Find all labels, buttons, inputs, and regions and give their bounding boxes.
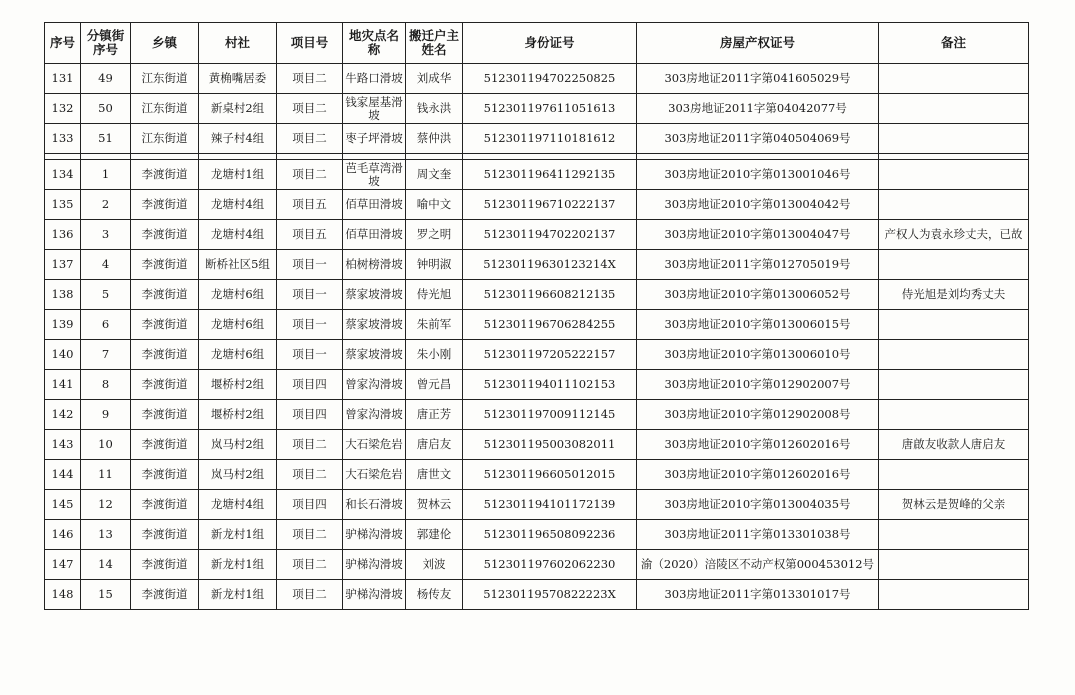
table-row: [45, 400, 1029, 430]
cell-householder: 唐启友: [406, 430, 463, 460]
cell-village: 新龙村1组: [199, 520, 277, 550]
cell-site: 蔡家坡滑坡: [343, 340, 406, 370]
cell-householder: 刘波: [406, 550, 463, 580]
table-row: [45, 520, 1029, 550]
cell-id-number: 512301194702202137: [463, 220, 637, 250]
cell-householder: 侍光旭: [406, 280, 463, 310]
cell-site: 大石梁危岩: [343, 460, 406, 490]
cell-project: 项目四: [277, 490, 343, 520]
cell-householder: 罗之明: [406, 220, 463, 250]
cell-village: 龙塘村6组: [199, 340, 277, 370]
cell-town: 李渡街道: [131, 160, 199, 190]
cell-property-cert: 303房地证2010字第013004047号: [637, 220, 879, 250]
table-row: [45, 460, 1029, 490]
cell-note: [879, 190, 1029, 220]
cell-project: 项目五: [277, 220, 343, 250]
cell-householder: 喻中文: [406, 190, 463, 220]
cell-project: 项目四: [277, 370, 343, 400]
cell-village: 辣子村4组: [199, 124, 277, 154]
cell-sub-no: 14: [81, 550, 131, 580]
cell-note: 产权人为袁永珍丈夫，已故: [879, 220, 1029, 250]
cell-site: 佰草田滑坡: [343, 220, 406, 250]
cell-id-number: 512301196710222137: [463, 190, 637, 220]
cell-sub-no: 8: [81, 370, 131, 400]
cell-id-number: 512301195003082011: [463, 430, 637, 460]
header-note: 备注: [879, 23, 1029, 64]
cell-site: 柏树榜滑坡: [343, 250, 406, 280]
cell-project: 项目二: [277, 460, 343, 490]
cell-project: 项目一: [277, 280, 343, 310]
table-row: [45, 190, 1029, 220]
cell-town: 李渡街道: [131, 460, 199, 490]
cell-project: 项目二: [277, 520, 343, 550]
table-row: [45, 310, 1029, 340]
cell-sub-no: 10: [81, 430, 131, 460]
cell-town: 江东街道: [131, 124, 199, 154]
cell-householder: 刘成华: [406, 64, 463, 94]
cell-property-cert: 渝（2020）涪陵区不动产权第000453012号: [637, 550, 879, 580]
cell-project: 项目二: [277, 580, 343, 610]
cell-no: 141: [45, 370, 81, 400]
header-property-cert: 房屋产权证号: [637, 23, 879, 64]
cell-village: 黄桷嘴居委: [199, 64, 277, 94]
cell-town: 李渡街道: [131, 220, 199, 250]
cell-village: 龙塘村4组: [199, 190, 277, 220]
cell-householder: 杨传友: [406, 580, 463, 610]
cell-note: 唐啟友收款人唐启友: [879, 430, 1029, 460]
cell-sub-no: 4: [81, 250, 131, 280]
cell-site: 蔡家坡滑坡: [343, 310, 406, 340]
cell-householder: 周文奎: [406, 160, 463, 190]
cell-sub-no: 3: [81, 220, 131, 250]
cell-no: 138: [45, 280, 81, 310]
cell-town: 李渡街道: [131, 340, 199, 370]
cell-property-cert: 303房地证2011字第013301017号: [637, 580, 879, 610]
cell-householder: 唐世文: [406, 460, 463, 490]
cell-village: 岚马村2组: [199, 460, 277, 490]
cell-site: 牛路口滑坡: [343, 64, 406, 94]
cell-note: 侍光旭是刘均秀丈夫: [879, 280, 1029, 310]
cell-note: [879, 520, 1029, 550]
cell-note: [879, 460, 1029, 490]
cell-village: 新龙村1组: [199, 550, 277, 580]
cell-no: 136: [45, 220, 81, 250]
cell-village: 堰桥村2组: [199, 370, 277, 400]
cell-sub-no: 11: [81, 460, 131, 490]
cell-property-cert: 303房地证2010字第012902008号: [637, 400, 879, 430]
cell-project: 项目二: [277, 430, 343, 460]
cell-project: 项目二: [277, 64, 343, 94]
cell-town: 李渡街道: [131, 400, 199, 430]
cell-id-number: 512301197205222157: [463, 340, 637, 370]
cell-town: 李渡街道: [131, 280, 199, 310]
cell-householder: 钟明淑: [406, 250, 463, 280]
cell-sub-no: 9: [81, 400, 131, 430]
cell-town: 江东街道: [131, 94, 199, 124]
cell-village: 断桥社区5组: [199, 250, 277, 280]
header-project: 项目号: [277, 23, 343, 64]
cell-no: 148: [45, 580, 81, 610]
cell-id-number: 512301196411292135: [463, 160, 637, 190]
relocation-register-table: [44, 22, 1029, 610]
table-row: [45, 340, 1029, 370]
cell-no: 132: [45, 94, 81, 124]
cell-note: [879, 400, 1029, 430]
cell-sub-no: 49: [81, 64, 131, 94]
cell-sub-no: 1: [81, 160, 131, 190]
cell-sub-no: 15: [81, 580, 131, 610]
cell-id-number: 512301194101172139: [463, 490, 637, 520]
cell-town: 李渡街道: [131, 520, 199, 550]
cell-no: 131: [45, 64, 81, 94]
cell-site: 蔡家坡滑坡: [343, 280, 406, 310]
cell-no: 133: [45, 124, 81, 154]
cell-note: [879, 250, 1029, 280]
cell-town: 李渡街道: [131, 580, 199, 610]
cell-property-cert: 303房地证2011字第041605029号: [637, 64, 879, 94]
cell-property-cert: 303房地证2011字第013301038号: [637, 520, 879, 550]
cell-no: 146: [45, 520, 81, 550]
header-site: 地灾点名称: [343, 23, 406, 64]
cell-id-number: 512301194011102153: [463, 370, 637, 400]
cell-id-number: 512301196605012015: [463, 460, 637, 490]
cell-note: [879, 340, 1029, 370]
cell-note: [879, 124, 1029, 154]
table-row: [45, 160, 1029, 190]
cell-project: 项目一: [277, 250, 343, 280]
cell-note: [879, 64, 1029, 94]
cell-householder: 蔡仲洪: [406, 124, 463, 154]
cell-village: 岚马村2组: [199, 430, 277, 460]
cell-site: 驴梯沟滑坡: [343, 580, 406, 610]
cell-village: 龙塘村1组: [199, 160, 277, 190]
table-row: [45, 250, 1029, 280]
cell-no: 143: [45, 430, 81, 460]
cell-sub-no: 13: [81, 520, 131, 550]
cell-sub-no: 2: [81, 190, 131, 220]
cell-site: 大石梁危岩: [343, 430, 406, 460]
cell-property-cert: 303房地证2010字第013004035号: [637, 490, 879, 520]
cell-project: 项目二: [277, 550, 343, 580]
header-village: 村社: [199, 23, 277, 64]
table-row: [45, 124, 1029, 154]
cell-site: 曾家沟滑坡: [343, 370, 406, 400]
cell-site: 驴梯沟滑坡: [343, 520, 406, 550]
table-row: [45, 280, 1029, 310]
cell-householder: 曾元昌: [406, 370, 463, 400]
cell-no: 147: [45, 550, 81, 580]
cell-id-number: 51230119570822223X: [463, 580, 637, 610]
cell-property-cert: 303房地证2010字第012902007号: [637, 370, 879, 400]
cell-village: 龙塘村4组: [199, 490, 277, 520]
table-row: [45, 490, 1029, 520]
cell-no: 134: [45, 160, 81, 190]
cell-no: 142: [45, 400, 81, 430]
cell-village: 龙塘村6组: [199, 310, 277, 340]
table-body-top: [45, 64, 1029, 154]
cell-sub-no: 51: [81, 124, 131, 154]
cell-property-cert: 303房地证2010字第012602016号: [637, 430, 879, 460]
cell-project: 项目五: [277, 190, 343, 220]
cell-project: 项目四: [277, 400, 343, 430]
cell-village: 新桌村2组: [199, 94, 277, 124]
table-body-bottom: [45, 160, 1029, 610]
cell-householder: 唐正芳: [406, 400, 463, 430]
cell-no: 145: [45, 490, 81, 520]
cell-site: 佰草田滑坡: [343, 190, 406, 220]
cell-sub-no: 7: [81, 340, 131, 370]
cell-no: 140: [45, 340, 81, 370]
cell-property-cert: 303房地证2010字第013001046号: [637, 160, 879, 190]
cell-householder: 贺林云: [406, 490, 463, 520]
cell-no: 135: [45, 190, 81, 220]
cell-village: 堰桥村2组: [199, 400, 277, 430]
cell-town: 李渡街道: [131, 550, 199, 580]
cell-town: 李渡街道: [131, 370, 199, 400]
cell-site: 芭毛草湾滑坡: [343, 160, 406, 190]
cell-site: 曾家沟滑坡: [343, 400, 406, 430]
cell-project: 项目二: [277, 160, 343, 190]
cell-town: 李渡街道: [131, 490, 199, 520]
cell-sub-no: 5: [81, 280, 131, 310]
cell-project: 项目二: [277, 124, 343, 154]
cell-id-number: 512301197110181612: [463, 124, 637, 154]
cell-id-number: 512301196508092236: [463, 520, 637, 550]
table-row: [45, 64, 1029, 94]
cell-id-number: 512301194702250825: [463, 64, 637, 94]
cell-property-cert: 303房地证2010字第012602016号: [637, 460, 879, 490]
cell-property-cert: 303房地证2011字第012705019号: [637, 250, 879, 280]
cell-project: 项目二: [277, 94, 343, 124]
cell-site: 枣子坪滑坡: [343, 124, 406, 154]
cell-property-cert: 303房地证2010字第013006015号: [637, 310, 879, 340]
cell-property-cert: 303房地证2010字第013004042号: [637, 190, 879, 220]
cell-note: [879, 160, 1029, 190]
cell-sub-no: 6: [81, 310, 131, 340]
cell-note: [879, 550, 1029, 580]
cell-site: 钱家屋基滑坡: [343, 94, 406, 124]
table-row: [45, 430, 1029, 460]
table-row: [45, 580, 1029, 610]
cell-sub-no: 12: [81, 490, 131, 520]
table-row: [45, 550, 1029, 580]
cell-note: [879, 580, 1029, 610]
cell-site: 和长石滑坡: [343, 490, 406, 520]
cell-id-number: 512301196706284255: [463, 310, 637, 340]
cell-householder: 郭建伦: [406, 520, 463, 550]
table-row: [45, 220, 1029, 250]
cell-note: [879, 370, 1029, 400]
header-id-number: 身份证号: [463, 23, 637, 64]
cell-note: [879, 310, 1029, 340]
header-row: [45, 23, 1029, 64]
cell-note: [879, 94, 1029, 124]
header-town: 乡镇: [131, 23, 199, 64]
table-row: [45, 94, 1029, 124]
cell-no: 137: [45, 250, 81, 280]
cell-no: 139: [45, 310, 81, 340]
cell-town: 李渡街道: [131, 310, 199, 340]
cell-property-cert: 303房地证2010字第013006052号: [637, 280, 879, 310]
cell-id-number: 512301197602062230: [463, 550, 637, 580]
cell-town: 李渡街道: [131, 250, 199, 280]
cell-id-number: 512301196608212135: [463, 280, 637, 310]
cell-id-number: 512301197009112145: [463, 400, 637, 430]
cell-householder: 朱前军: [406, 310, 463, 340]
cell-village: 龙塘村4组: [199, 220, 277, 250]
header-householder: 搬迁户主姓名: [406, 23, 463, 64]
cell-sub-no: 50: [81, 94, 131, 124]
cell-householder: 钱永洪: [406, 94, 463, 124]
cell-id-number: 51230119630123214X: [463, 250, 637, 280]
cell-property-cert: 303房地证2011字第040504069号: [637, 124, 879, 154]
cell-village: 龙塘村6组: [199, 280, 277, 310]
cell-town: 李渡街道: [131, 190, 199, 220]
cell-note: 贺林云是贺峰的父亲: [879, 490, 1029, 520]
cell-project: 项目一: [277, 310, 343, 340]
cell-property-cert: 303房地证2010字第013006010号: [637, 340, 879, 370]
table-row: [45, 370, 1029, 400]
cell-no: 144: [45, 460, 81, 490]
header-no: 序号: [45, 23, 81, 64]
cell-town: 江东街道: [131, 64, 199, 94]
cell-village: 新龙村1组: [199, 580, 277, 610]
cell-site: 驴梯沟滑坡: [343, 550, 406, 580]
header-sub-no: 分镇街序号: [81, 23, 131, 64]
cell-householder: 朱小刚: [406, 340, 463, 370]
cell-id-number: 512301197611051613: [463, 94, 637, 124]
cell-project: 项目一: [277, 340, 343, 370]
cell-property-cert: 303房地证2011字第04042077号: [637, 94, 879, 124]
cell-town: 李渡街道: [131, 430, 199, 460]
